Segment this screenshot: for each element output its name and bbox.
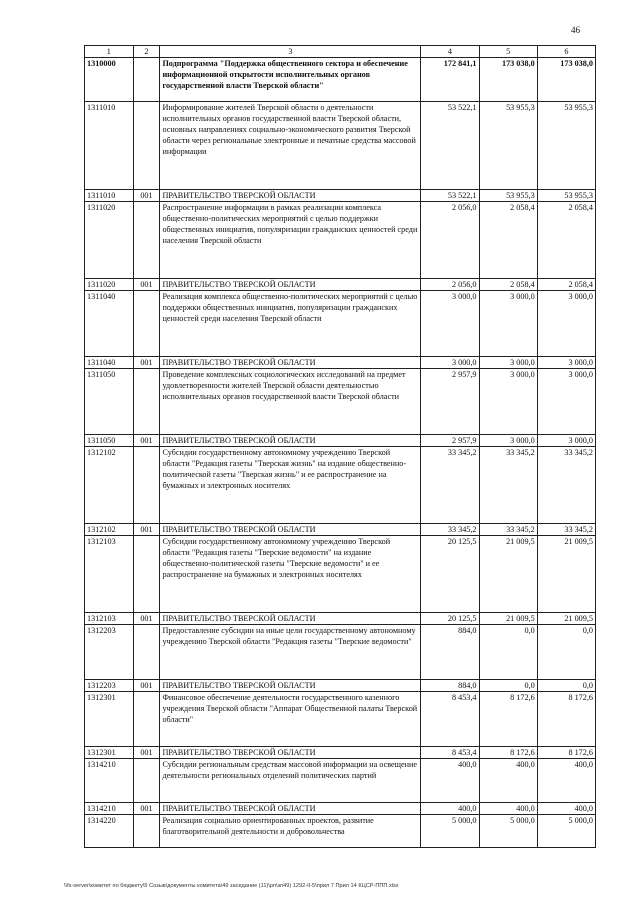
column-header: 6 (537, 46, 595, 58)
table-header-row (85, 46, 596, 58)
cell-code: 1312102 (85, 447, 134, 524)
cell-kvsr: 001 (133, 680, 160, 692)
cell-code: 1314210 (85, 759, 134, 803)
cell-kvsr: 001 (133, 803, 160, 815)
table-row (85, 625, 596, 680)
cell-value-col4: 2 056,0 (421, 279, 479, 291)
cell-kvsr (133, 815, 160, 848)
cell-value-col5: 2 058,4 (479, 279, 537, 291)
cell-value-col6: 5 000,0 (537, 815, 595, 848)
cell-name: ПРАВИТЕЛЬСТВО ТВЕРСКОЙ ОБЛАСТИ (160, 190, 421, 202)
cell-code: 1312301 (85, 747, 134, 759)
cell-value-col5: 0,0 (479, 680, 537, 692)
cell-value-col5: 173 038,0 (479, 58, 537, 102)
cell-kvsr (133, 202, 160, 279)
cell-kvsr (133, 536, 160, 613)
cell-value-col4: 2 957,9 (421, 369, 479, 435)
cell-code: 1312103 (85, 613, 134, 625)
column-header: 5 (479, 46, 537, 58)
cell-name: ПРАВИТЕЛЬСТВО ТВЕРСКОЙ ОБЛАСТИ (160, 747, 421, 759)
cell-name: ПРАВИТЕЛЬСТВО ТВЕРСКОЙ ОБЛАСТИ (160, 357, 421, 369)
table-row (85, 536, 596, 613)
table-row (85, 447, 596, 524)
table-row (85, 435, 596, 447)
cell-value-col4: 8 453,4 (421, 747, 479, 759)
table-row (85, 291, 596, 357)
table-row (85, 759, 596, 803)
cell-name: ПРАВИТЕЛЬСТВО ТВЕРСКОЙ ОБЛАСТИ (160, 524, 421, 536)
cell-kvsr: 001 (133, 524, 160, 536)
cell-value-col4: 3 000,0 (421, 357, 479, 369)
table-row (85, 357, 596, 369)
column-header: 2 (133, 46, 160, 58)
cell-name: Субсидии региональным средствам массовой информации на освещение деятельности региональных отделений политических партий (160, 759, 421, 803)
cell-value-col6: 53 955,3 (537, 102, 595, 190)
cell-value-col6: 173 038,0 (537, 58, 595, 102)
cell-name: Проведение комплексных социологических исследований на предмет удовлетворенности жителей Тверской области деятельностью исполнительных органов государственной власти Тверской области (160, 369, 421, 435)
cell-value-col4: 2 056,0 (421, 202, 479, 279)
cell-value-col5: 3 000,0 (479, 357, 537, 369)
column-header: 3 (160, 46, 421, 58)
cell-value-col6: 8 172,6 (537, 692, 595, 747)
cell-name: Предоставление субсидии на иные цели государственному автономному учреждению Тверской области "Редакция газеты "Тверские ведомости" (160, 625, 421, 680)
cell-kvsr (133, 692, 160, 747)
table-row (85, 58, 596, 102)
cell-value-col6: 33 345,2 (537, 447, 595, 524)
cell-value-col6: 33 345,2 (537, 524, 595, 536)
cell-code: 1314210 (85, 803, 134, 815)
cell-kvsr: 001 (133, 357, 160, 369)
cell-kvsr: 001 (133, 279, 160, 291)
cell-value-col4: 20 125,5 (421, 536, 479, 613)
cell-code: 1311020 (85, 279, 134, 291)
cell-value-col5: 2 058,4 (479, 202, 537, 279)
cell-value-col6: 400,0 (537, 759, 595, 803)
cell-value-col6: 2 058,4 (537, 279, 595, 291)
cell-code: 1311040 (85, 357, 134, 369)
table-body (85, 58, 596, 848)
cell-value-col6: 21 009,5 (537, 536, 595, 613)
cell-name: Реализация комплекса общественно-политических мероприятий с целью поддержки общественных инициатив, популяризации гражданских ценностей среди населения Тверской области (160, 291, 421, 357)
table-row (85, 803, 596, 815)
cell-value-col4: 53 522,1 (421, 190, 479, 202)
cell-value-col6: 0,0 (537, 680, 595, 692)
budget-table (84, 45, 596, 848)
cell-kvsr (133, 625, 160, 680)
cell-code: 1311010 (85, 190, 134, 202)
cell-value-col5: 53 955,3 (479, 190, 537, 202)
cell-name: Субсидии государственному автономному учреждению Тверской области "Редакция газеты "Тверская жизнь" на издание общественно-политической газеты "Тверская жизнь" и ее распространение на бумажных и электронных носителях (160, 447, 421, 524)
cell-value-col5: 8 172,6 (479, 747, 537, 759)
cell-value-col6: 3 000,0 (537, 435, 595, 447)
cell-value-col6: 3 000,0 (537, 369, 595, 435)
cell-value-col4: 33 345,2 (421, 524, 479, 536)
cell-code: 1312103 (85, 536, 134, 613)
cell-name: ПРАВИТЕЛЬСТВО ТВЕРСКОЙ ОБЛАСТИ (160, 279, 421, 291)
cell-code: 1314220 (85, 815, 134, 848)
cell-name: Распространение информации в рамках реализации комплекса общественно-политических мероприятий с целью поддержки общественных инициатив, популяризации гражданских ценностей среди населения Тверской области (160, 202, 421, 279)
table-row (85, 190, 596, 202)
cell-kvsr: 001 (133, 190, 160, 202)
cell-kvsr (133, 102, 160, 190)
cell-code: 1312102 (85, 524, 134, 536)
cell-name: ПРАВИТЕЛЬСТВО ТВЕРСКОЙ ОБЛАСТИ (160, 680, 421, 692)
cell-value-col6: 2 058,4 (537, 202, 595, 279)
footer-file-path: \\fs-server\комитет по бюджету\5 Созыв\документы комитета\49 заседание (11)\рп\зп49) 1292-II-5\прил 7 Прил 14 КЦСР-ППП.xlsx (64, 883, 399, 889)
cell-value-col5: 400,0 (479, 759, 537, 803)
cell-value-col5: 33 345,2 (479, 524, 537, 536)
cell-name: Подпрограмма "Поддержка общественного сектора и обеспечение информационной открытости исполнительных органов государственной власти Тверской области" (160, 58, 421, 102)
cell-value-col4: 8 453,4 (421, 692, 479, 747)
cell-value-col5: 3 000,0 (479, 369, 537, 435)
cell-value-col4: 400,0 (421, 759, 479, 803)
cell-value-col4: 884,0 (421, 680, 479, 692)
table-row (85, 680, 596, 692)
cell-kvsr: 001 (133, 435, 160, 447)
cell-value-col4: 884,0 (421, 625, 479, 680)
cell-code: 1312301 (85, 692, 134, 747)
cell-value-col4: 400,0 (421, 803, 479, 815)
cell-value-col5: 3 000,0 (479, 291, 537, 357)
cell-name: Информирование жителей Тверской области о деятельности исполнительных органов государственной власти Тверской области, основных направлениях социально-экономического развития Тверской области через региональные электронные и печатные средства массовой информации (160, 102, 421, 190)
table-row (85, 102, 596, 190)
cell-value-col6: 0,0 (537, 625, 595, 680)
cell-kvsr (133, 447, 160, 524)
cell-code: 1311040 (85, 291, 134, 357)
cell-value-col6: 400,0 (537, 803, 595, 815)
cell-value-col5: 33 345,2 (479, 447, 537, 524)
cell-value-col6: 53 955,3 (537, 190, 595, 202)
table-row (85, 747, 596, 759)
cell-kvsr (133, 759, 160, 803)
cell-value-col5: 0,0 (479, 625, 537, 680)
cell-value-col5: 400,0 (479, 803, 537, 815)
column-header: 4 (421, 46, 479, 58)
cell-kvsr (133, 58, 160, 102)
cell-value-col5: 5 000,0 (479, 815, 537, 848)
cell-value-col4: 53 522,1 (421, 102, 479, 190)
cell-value-col6: 3 000,0 (537, 291, 595, 357)
cell-code: 1312203 (85, 625, 134, 680)
cell-code: 1312203 (85, 680, 134, 692)
cell-code: 1311050 (85, 435, 134, 447)
cell-code: 1311050 (85, 369, 134, 435)
cell-name: Субсидии государственному автономному учреждению Тверской области "Редакция газеты "Тверские ведомости" на издание общественно-политической газеты "Тверские ведомости" и ее распространение на бумажных и электронных носителях (160, 536, 421, 613)
cell-kvsr (133, 369, 160, 435)
table-row (85, 369, 596, 435)
cell-name: Реализация социально ориентированных проектов, развитие благотворительной деятельности и добровольчества (160, 815, 421, 848)
cell-value-col5: 8 172,6 (479, 692, 537, 747)
cell-value-col4: 5 000,0 (421, 815, 479, 848)
cell-kvsr: 001 (133, 747, 160, 759)
cell-code: 1311020 (85, 202, 134, 279)
cell-value-col5: 3 000,0 (479, 435, 537, 447)
cell-name: Финансовое обеспечение деятельности государственного казенного учреждения Тверской области "Аппарат Общественной палаты Тверской области" (160, 692, 421, 747)
column-header: 1 (85, 46, 134, 58)
page-number: 46 (571, 25, 580, 35)
cell-value-col5: 53 955,3 (479, 102, 537, 190)
cell-value-col5: 21 009,5 (479, 536, 537, 613)
cell-name: ПРАВИТЕЛЬСТВО ТВЕРСКОЙ ОБЛАСТИ (160, 435, 421, 447)
cell-value-col4: 33 345,2 (421, 447, 479, 524)
cell-value-col4: 20 125,5 (421, 613, 479, 625)
table-row (85, 202, 596, 279)
table-row (85, 815, 596, 848)
cell-value-col6: 3 000,0 (537, 357, 595, 369)
cell-value-col6: 8 172,6 (537, 747, 595, 759)
cell-code: 1311010 (85, 102, 134, 190)
cell-value-col4: 3 000,0 (421, 291, 479, 357)
cell-value-col6: 21 009,5 (537, 613, 595, 625)
table-row (85, 613, 596, 625)
cell-value-col4: 172 841,1 (421, 58, 479, 102)
cell-value-col4: 2 957,9 (421, 435, 479, 447)
table-row (85, 524, 596, 536)
cell-name: ПРАВИТЕЛЬСТВО ТВЕРСКОЙ ОБЛАСТИ (160, 803, 421, 815)
cell-code: 1310000 (85, 58, 134, 102)
cell-name: ПРАВИТЕЛЬСТВО ТВЕРСКОЙ ОБЛАСТИ (160, 613, 421, 625)
cell-value-col5: 21 009,5 (479, 613, 537, 625)
cell-kvsr (133, 291, 160, 357)
table-row (85, 692, 596, 747)
table-row (85, 279, 596, 291)
cell-kvsr: 001 (133, 613, 160, 625)
